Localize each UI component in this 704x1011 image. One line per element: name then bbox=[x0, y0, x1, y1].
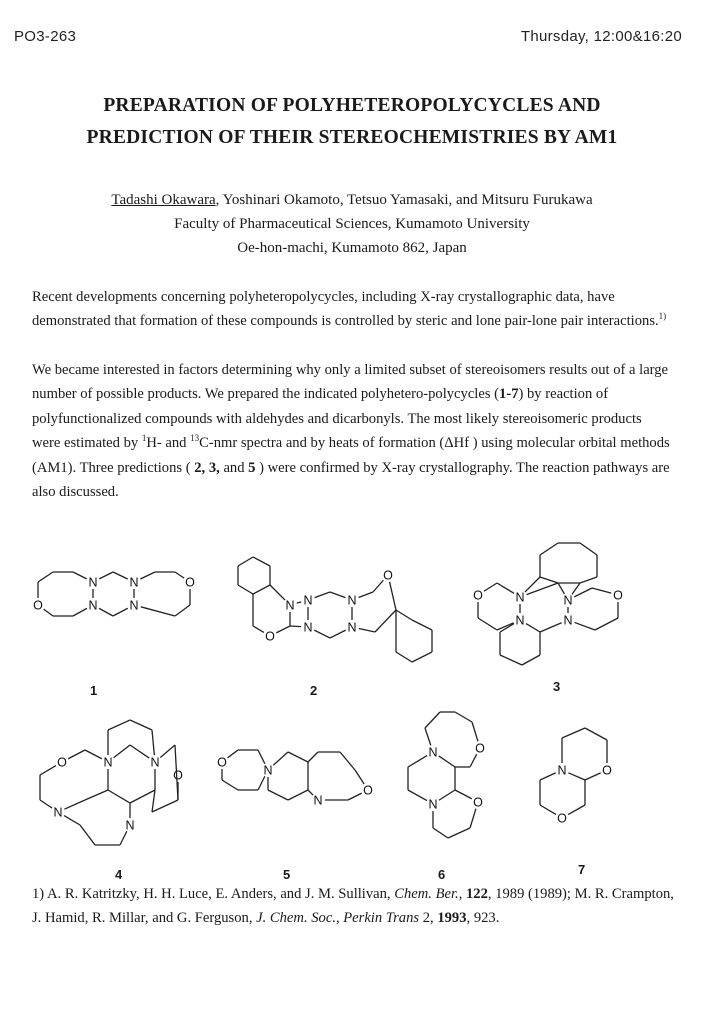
struct1-nitrogen-atom: N bbox=[129, 575, 139, 590]
struct2-bond bbox=[297, 602, 302, 603]
struct4-bond bbox=[152, 730, 154, 755]
struct5-bond bbox=[348, 793, 362, 800]
p2-text-d: H- and bbox=[146, 435, 191, 452]
struct7-bond bbox=[585, 773, 601, 780]
struct6-bond bbox=[425, 728, 431, 745]
struct3-bond bbox=[497, 583, 514, 593]
struct2-bond bbox=[314, 630, 330, 638]
struct4-bond bbox=[80, 825, 95, 845]
struct4-nitrogen-atom: N bbox=[53, 805, 63, 820]
struct3-bond bbox=[484, 583, 497, 591]
struct4-bond bbox=[130, 720, 152, 730]
struct7-nitrogen-atom: N bbox=[557, 763, 567, 778]
p1-ref-marker: 1) bbox=[658, 311, 667, 322]
struct7-oxygen-atom: O bbox=[602, 763, 612, 778]
struct3-nitrogen-atom: N bbox=[515, 590, 525, 605]
author-list bbox=[0, 192, 704, 209]
struct3-bond bbox=[580, 577, 597, 583]
p2-compound-5: 5 bbox=[248, 459, 256, 476]
struct2-bond bbox=[253, 585, 270, 594]
struct5-bond bbox=[340, 752, 355, 770]
struct1-bond bbox=[175, 605, 190, 616]
struct2-bond bbox=[373, 580, 383, 592]
ref-sep-2: 2, bbox=[419, 910, 438, 927]
p2-text-a: We became interested in factors determining why only a limited subset of stereoisomers results out of a large number of possible products. We prepared the indicated polyhetero-polycycles ( bbox=[32, 362, 669, 403]
struct1-bond bbox=[44, 609, 53, 616]
struct2-nitrogen-atom: N bbox=[285, 598, 295, 613]
ref-authors-1: 1) A. R. Katritzky, H. H. Luce, E. Anders, and J. M. Sullivan, bbox=[32, 886, 395, 902]
p2-text-i: ) were confirmed by X-ray crystallography. The reaction pathways are also discussed. bbox=[32, 459, 670, 501]
p2-text-e: C-nmr spectra and by heats of formation (ΔHf ) using molecular orbital methods (AM1). Three predictions ( bbox=[32, 435, 670, 476]
struct3-oxygen-atom: O bbox=[473, 588, 483, 603]
struct7-bond bbox=[540, 773, 556, 780]
struct3-nitrogen-atom: N bbox=[563, 593, 573, 608]
struct7-bond bbox=[568, 773, 585, 780]
struct2-bond bbox=[359, 592, 373, 598]
struct3-bond bbox=[500, 655, 522, 665]
struct2-bond bbox=[276, 626, 290, 633]
struct5-bond bbox=[308, 752, 318, 762]
struct2-bond bbox=[359, 628, 375, 632]
structure-atoms bbox=[33, 569, 623, 833]
struct3-bond bbox=[540, 623, 562, 632]
struct7-bond bbox=[568, 805, 585, 815]
struct3-bond bbox=[540, 543, 558, 555]
struct4-bond bbox=[130, 745, 149, 758]
struct5-bond bbox=[308, 790, 313, 795]
struct1-bond bbox=[141, 607, 175, 616]
struct2-bond bbox=[253, 626, 264, 632]
struct5-bond bbox=[258, 776, 265, 790]
struct3-bond bbox=[540, 577, 558, 583]
ref-volume-1: 122 bbox=[465, 886, 488, 902]
struct7-bond bbox=[540, 805, 556, 814]
struct1-bond bbox=[113, 608, 128, 616]
struct4-bond bbox=[64, 816, 80, 825]
struct1-bond bbox=[73, 572, 87, 579]
p2-text-c: ) by reaction of polyfunctionalized compounds with aldehydes and dicarbonyls. The most likely stereoisomeric products were estimated by bbox=[32, 386, 642, 452]
abstract-paragraph-2 bbox=[32, 358, 672, 504]
struct5-bond bbox=[228, 750, 238, 758]
struct2-bond bbox=[375, 610, 396, 632]
struct3-bond bbox=[527, 583, 558, 595]
p2-sup-13: 13 bbox=[190, 433, 200, 444]
struct4-oxygen-atom: O bbox=[57, 755, 67, 770]
struct2-bond bbox=[330, 630, 346, 638]
struct7-bond bbox=[585, 728, 607, 740]
presenting-author: Tadashi Okawara bbox=[111, 192, 216, 208]
struct6-bond bbox=[455, 712, 472, 722]
struct4-bond bbox=[40, 800, 52, 808]
struct3-bond bbox=[592, 588, 611, 593]
ref-year-2: 1993 bbox=[437, 910, 467, 927]
struct6-bond bbox=[455, 790, 472, 799]
struct2-bond bbox=[330, 592, 345, 598]
structure-label-1: 1 bbox=[90, 683, 98, 698]
struct3-bond bbox=[574, 588, 592, 597]
struct2-bond bbox=[238, 585, 253, 594]
struct4-nitrogen-atom: N bbox=[150, 755, 160, 770]
struct5-bond bbox=[355, 770, 364, 784]
struct2-bond bbox=[396, 652, 412, 662]
structure-bonds bbox=[38, 543, 618, 845]
struct2-bond bbox=[390, 582, 396, 610]
struct1-bond bbox=[99, 608, 113, 616]
struct6-bond bbox=[472, 722, 478, 741]
structure-label-4: 4 bbox=[115, 867, 123, 882]
struct6-bond bbox=[439, 756, 455, 767]
struct4-bond bbox=[108, 720, 130, 730]
struct6-bond bbox=[470, 754, 477, 767]
address: Oe-hon-machi, Kumamoto 862, Japan bbox=[237, 240, 467, 256]
struct4-bond bbox=[152, 790, 155, 812]
ref-pages-2: , 923. bbox=[466, 910, 500, 927]
struct1-bond bbox=[175, 572, 184, 578]
struct6-bond bbox=[433, 828, 448, 838]
struct4-bond bbox=[160, 745, 175, 757]
struct5-bond bbox=[258, 750, 265, 764]
reference-1 bbox=[32, 882, 677, 931]
struct4-nitrogen-atom: N bbox=[103, 755, 113, 770]
struct1-bond bbox=[99, 572, 113, 579]
struct1-oxygen-atom: O bbox=[185, 575, 195, 590]
struct6-bond bbox=[408, 756, 427, 767]
struct1-bond bbox=[140, 572, 155, 579]
struct3-bond bbox=[558, 583, 564, 594]
ref-authors-2: , 1989 (1989); M. R. Crampton, J. Hamid, R. Millar, and G. Ferguson, bbox=[32, 886, 674, 927]
struct5-bond bbox=[273, 752, 288, 765]
struct5-bond bbox=[288, 752, 308, 762]
structure-label-3: 3 bbox=[553, 679, 561, 694]
struct6-bond bbox=[439, 790, 455, 800]
struct4-bond bbox=[85, 790, 108, 800]
struct6-bond bbox=[448, 828, 470, 838]
ref-sep-1: , bbox=[458, 886, 466, 902]
struct3-bond bbox=[526, 624, 540, 632]
structure-label-6: 6 bbox=[438, 867, 446, 882]
struct2-nitrogen-atom: N bbox=[303, 593, 313, 608]
struct2-nitrogen-atom: N bbox=[303, 620, 313, 635]
p2-text-g: and bbox=[219, 459, 249, 476]
struct5-bond bbox=[268, 790, 288, 800]
ref-journal-2: J. Chem. Soc., Perkin Trans bbox=[256, 910, 420, 927]
struct1-nitrogen-atom: N bbox=[88, 575, 98, 590]
struct4-bond bbox=[40, 766, 56, 775]
struct4-bond bbox=[130, 790, 155, 803]
struct4-oxygen-atom: O bbox=[173, 768, 183, 783]
struct2-bond bbox=[396, 610, 412, 620]
struct2-bond bbox=[412, 620, 432, 630]
struct7-bond bbox=[562, 728, 585, 738]
affiliation: Faculty of Pharmaceutical Sciences, Kumamoto University bbox=[174, 216, 530, 232]
struct1-nitrogen-atom: N bbox=[129, 598, 139, 613]
struct3-bond bbox=[522, 655, 540, 665]
p2-sup-1: 1 bbox=[141, 433, 147, 444]
struct5-oxygen-atom: O bbox=[217, 755, 227, 770]
struct1-oxygen-atom: O bbox=[33, 598, 43, 613]
struct2-oxygen-atom: O bbox=[383, 568, 393, 583]
struct2-bond bbox=[290, 626, 301, 627]
struct3-bond bbox=[595, 618, 618, 630]
struct2-oxygen-atom: O bbox=[265, 629, 275, 644]
struct2-bond bbox=[238, 557, 253, 566]
title-line-2: PREDICTION OF THEIR STEREOCHEMISTRIES BY AM1 bbox=[86, 127, 618, 148]
struct2-nitrogen-atom: N bbox=[347, 620, 357, 635]
struct4-bond bbox=[108, 790, 130, 803]
struct3-bond bbox=[572, 583, 580, 594]
struct6-nitrogen-atom: N bbox=[428, 745, 438, 760]
struct2-bond bbox=[315, 592, 330, 598]
struct2-bond bbox=[412, 652, 432, 662]
struct5-nitrogen-atom: N bbox=[263, 763, 273, 778]
struct6-bond bbox=[425, 712, 440, 728]
co-authors: , Yoshinari Okamoto, Tetsuo Yamasaki, and Mitsuru Furukawa bbox=[215, 192, 593, 208]
struct4-bond bbox=[68, 750, 85, 759]
struct4-bond bbox=[152, 800, 178, 812]
struct3-oxygen-atom: O bbox=[613, 588, 623, 603]
p1-text: Recent developments concerning polyheteropolycycles, including X-ray crystallographic data, have demonstrated that formation of these compounds is controlled by steric and lone pair-lone pair interactions. bbox=[32, 289, 659, 330]
struct3-bond bbox=[575, 622, 595, 630]
struct5-nitrogen-atom: N bbox=[313, 793, 323, 808]
structure-label-7: 7 bbox=[578, 862, 586, 877]
abstract-paragraph-1 bbox=[32, 285, 672, 334]
structure-label-2: 2 bbox=[310, 683, 318, 698]
struct6-nitrogen-atom: N bbox=[428, 797, 438, 812]
struct1-nitrogen-atom: N bbox=[88, 598, 98, 613]
struct5-bond bbox=[222, 780, 238, 790]
struct6-bond bbox=[408, 790, 427, 801]
struct1-bond bbox=[73, 608, 87, 616]
struct1-bond bbox=[38, 572, 53, 582]
struct4-bond bbox=[120, 831, 127, 845]
struct6-oxygen-atom: O bbox=[473, 795, 483, 810]
struct3-nitrogen-atom: N bbox=[563, 613, 573, 628]
session-time: Thursday, 12:00&16:20 bbox=[520, 28, 682, 45]
struct3-nitrogen-atom: N bbox=[515, 613, 525, 628]
structure-label-5: 5 bbox=[283, 867, 291, 882]
struct6-bond bbox=[470, 809, 476, 828]
title-line-1: PREPARATION OF POLYHETEROPOLYCYCLES AND bbox=[103, 95, 601, 116]
poster-code: PO3-263 bbox=[14, 28, 77, 45]
struct2-bond bbox=[270, 585, 285, 600]
struct2-nitrogen-atom: N bbox=[347, 593, 357, 608]
struct5-oxygen-atom: O bbox=[363, 783, 373, 798]
struct4-bond bbox=[64, 800, 85, 809]
struct7-oxygen-atom: O bbox=[557, 811, 567, 826]
struct2-bond bbox=[253, 557, 270, 566]
struct4-bond bbox=[85, 750, 102, 759]
struct1-bond bbox=[113, 572, 128, 579]
p2-compounds-confirmed: 2, 3, bbox=[194, 459, 220, 476]
chemical-structures bbox=[0, 530, 704, 875]
p2-compounds-range: 1-7 bbox=[499, 386, 519, 403]
ref-journal-1: Chem. Ber. bbox=[394, 886, 459, 902]
struct6-oxygen-atom: O bbox=[475, 741, 485, 756]
struct5-bond bbox=[288, 790, 308, 800]
struct3-bond bbox=[580, 543, 597, 555]
struct3-bond bbox=[478, 618, 497, 630]
struct4-bond bbox=[114, 745, 130, 758]
struct4-nitrogen-atom: N bbox=[125, 818, 135, 833]
